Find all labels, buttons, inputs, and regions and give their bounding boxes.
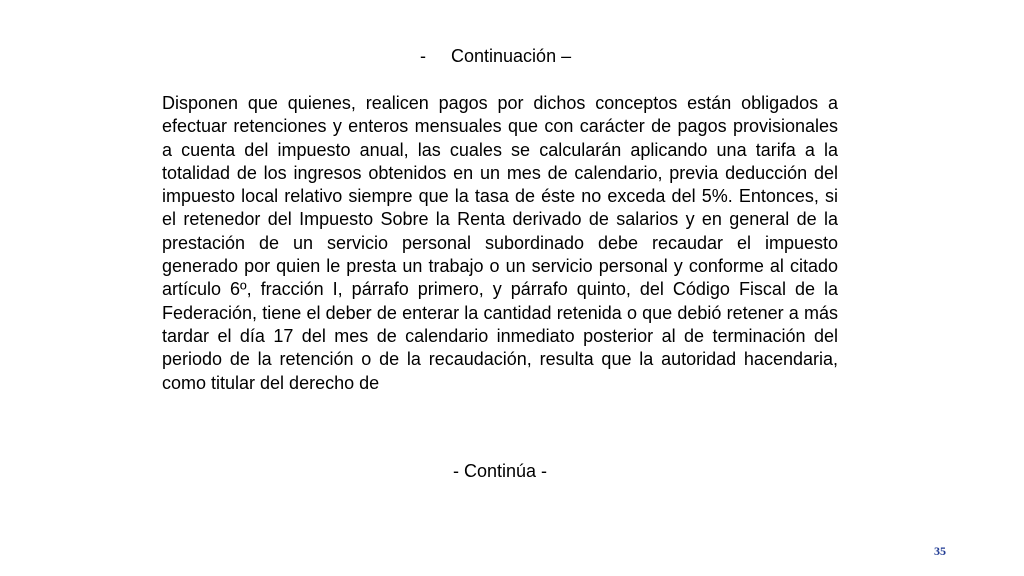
heading-dash: -: [420, 46, 426, 66]
page-number: 35: [934, 544, 946, 558]
continues-note: - Continúa -: [452, 461, 548, 481]
continuation-heading: [420, 44, 571, 68]
body-paragraph: Disponen que quienes, realicen pagos por dichos conceptos están obligados a efectuar retenciones y enteros mensuales que con carácter de pagos provisionales a cuenta del impuesto anual, las cuales se calcularán aplicando una tarifa a la totalidad de los ingresos obtenidos en un mes de calendario, previa deducción del impuesto local relativo siempre que la tasa de éste no exceda del 5%. Entonces, si el retenedor del Impuesto Sobre la Renta derivado de salarios y en general de la prestación de un servicio personal subordinado debe recaudar el impuesto generado por quien le presta un trabajo o un servicio personal y conforme al citado artículo 6º, fracción I, párrafo primero, y párrafo quinto, del Código Fiscal de la Federación, tiene el deber de enterar la cantidad retenida o que debió retener a más tardar el día 17 del mes de calendario inmediato posterior al de terminación del periodo de la retención o de la recaudación, resulta que la autoridad hacendaria, como titular del derecho de: [162, 93, 838, 393]
heading-text: Continuación –: [451, 46, 572, 66]
